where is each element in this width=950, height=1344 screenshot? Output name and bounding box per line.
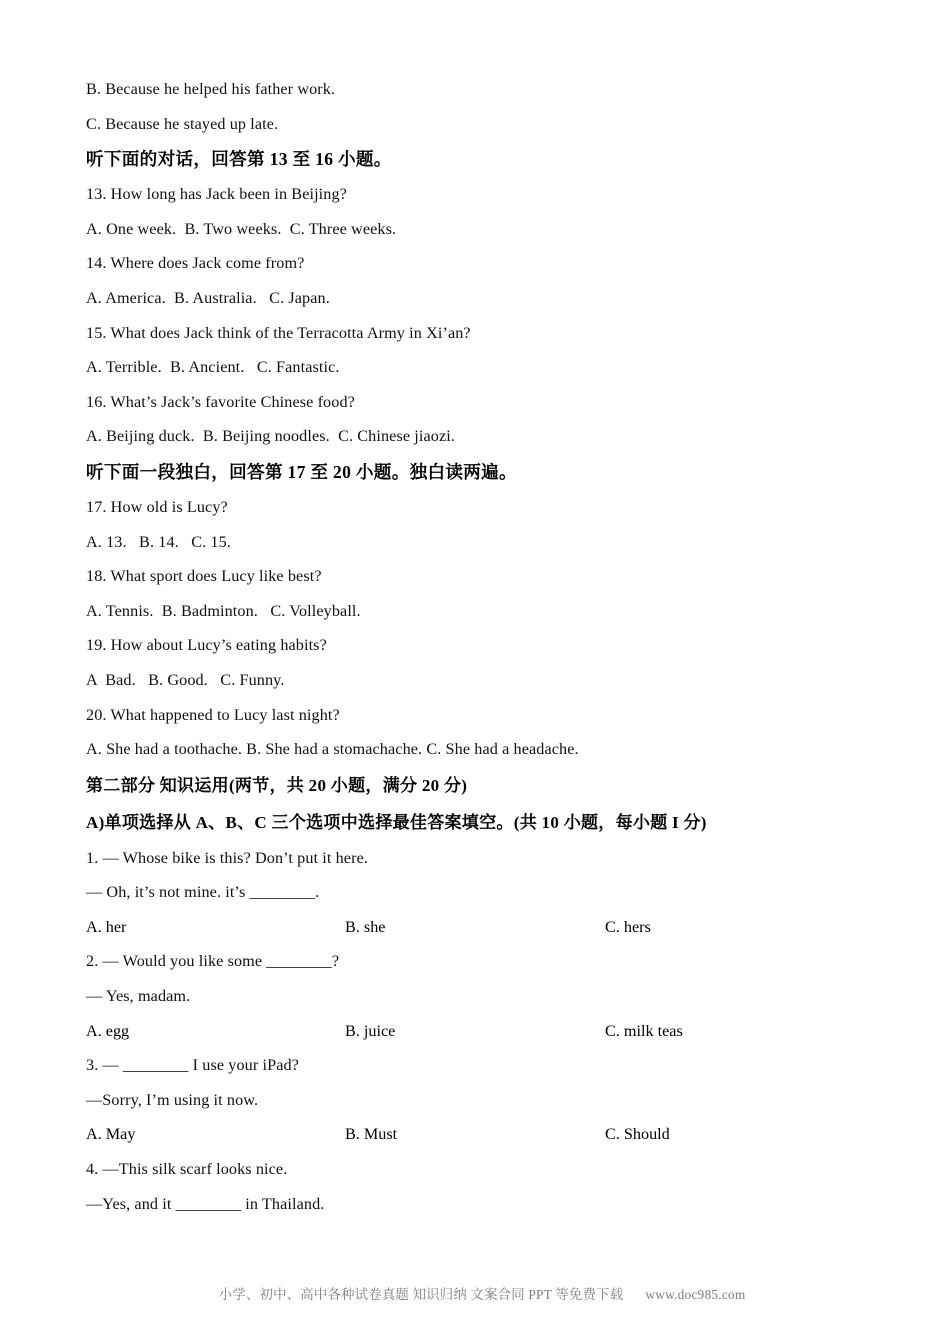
mc-option-b[interactable]: B. she [345, 917, 386, 936]
question-stem-18: 18. What sport does Lucy like best? [86, 567, 322, 586]
question-options-18: A. Tennis. B. Badminton. C. Volleyball. [86, 601, 361, 620]
mc-option-c[interactable]: C. hers [605, 917, 651, 936]
footer-watermark [0, 1268, 950, 1319]
question-stem-14: 14. Where does Jack come from? [86, 254, 305, 273]
mc-question-2-line-1: 2. — Would you like some ________? [86, 952, 340, 971]
mc-question-4-line-2: —Yes, and it ________ in Thailand. [86, 1194, 325, 1213]
question-options-13: A. One week. B. Two weeks. C. Three weeks. [86, 219, 397, 238]
question-stem-19: 19. How about Lucy’s eating habits? [86, 636, 327, 655]
mc-question-3-options [86, 1117, 876, 1152]
mc-question-3-line-2: —Sorry, I’m using it now. [86, 1090, 259, 1109]
question-options-19: A Bad. B. Good. C. Funny. [86, 670, 285, 689]
mc-question-2-line-2: — Yes, madam. [86, 987, 191, 1006]
mc-option-c[interactable]: C. Should [605, 1125, 670, 1144]
question-options-17: A. 13. B. 14. C. 15. [86, 532, 231, 551]
question-options-16: A. Beijing duck. B. Beijing noodles. C. Chinese jiaozi. [86, 427, 455, 446]
mc-option-b[interactable]: B. Must [345, 1125, 398, 1144]
question-stem-17: 17. How old is Lucy? [86, 497, 228, 516]
listening-section-heading-17-20: 听下面一段独白，回答第 17 至 20 小题。独白读两遍。 [86, 461, 517, 482]
listening-carryover-option-c: C. Because he stayed up late. [86, 114, 279, 133]
page-content [86, 72, 876, 1221]
question-options-15: A. Terrible. B. Ancient. C. Fantastic. [86, 358, 340, 377]
footer-url: www.doc985.com [645, 1287, 746, 1302]
mc-question-1-line-2: — Oh, it’s not mine. it’s ________. [86, 883, 320, 902]
mc-option-a[interactable]: A. egg [86, 1021, 130, 1040]
question-stem-13: 13. How long has Jack been in Beijing? [86, 185, 347, 204]
part-two-heading: 第二部分 知识运用(两节，共 20 小题，满分 20 分) [86, 775, 468, 795]
listening-carryover-option-b: B. Because he helped his father work. [86, 80, 336, 98]
question-stem-20: 20. What happened to Lucy last night? [86, 705, 340, 724]
question-stem-16: 16. What’s Jack’s favorite Chinese food? [86, 392, 355, 411]
mc-option-c[interactable]: C. milk teas [605, 1021, 683, 1040]
listening-section-heading-13-16: 听下面的对话，回答第 13 至 16 小题。 [86, 149, 392, 170]
mc-option-a[interactable]: A. May [86, 1125, 136, 1144]
mc-question-2-options [86, 1014, 876, 1049]
question-options-20: A. She had a toothache. B. She had a stomachache. C. She had a headache. [86, 740, 579, 759]
mc-question-1-line-1: 1. — Whose bike is this? Don’t put it here. [86, 848, 369, 867]
mc-question-4-line-1: 4. —This silk scarf looks nice. [86, 1160, 288, 1179]
footer-text: 小学、初中、高中各种试卷真题 知识归纳 文案合同 PPT 等免费下载 [218, 1287, 624, 1302]
question-stem-15: 15. What does Jack think of the Terracotta Army in Xi’an? [86, 323, 471, 342]
mc-question-1-options [86, 910, 876, 945]
part-two-subheading: A)单项选择从 A、B、C 三个选项中选择最佳答案填空。(共 10 小题，每小题 I 分) [86, 812, 707, 832]
mc-question-3-line-1: 3. — ________ I use your iPad? [86, 1056, 299, 1075]
mc-option-b[interactable]: B. juice [345, 1021, 396, 1040]
mc-option-a[interactable]: A. her [86, 917, 127, 936]
question-options-14: A. America. B. Australia. C. Japan. [86, 288, 330, 307]
